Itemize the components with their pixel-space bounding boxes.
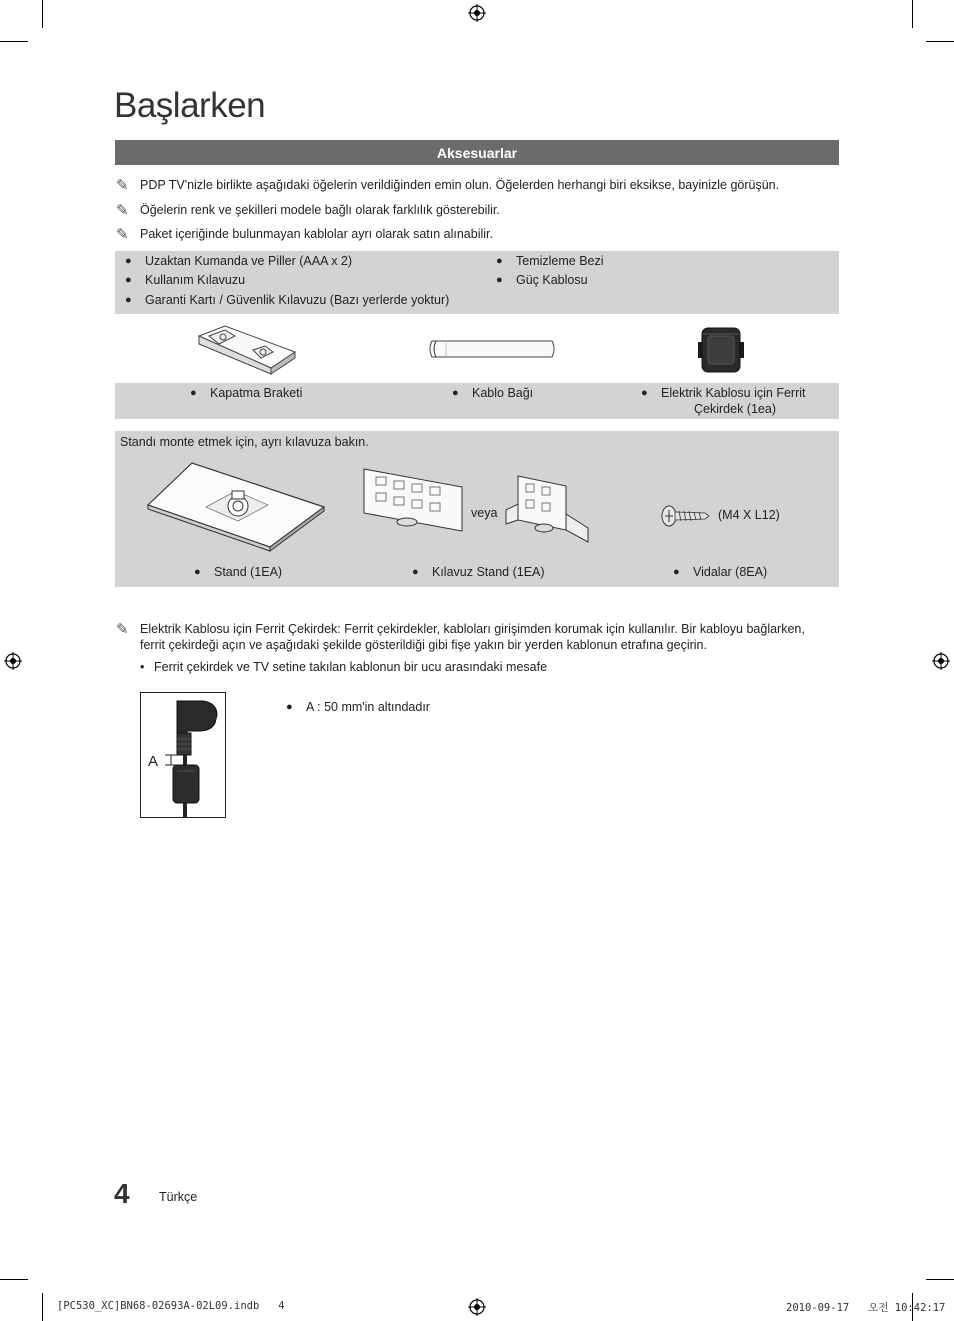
crop-mark — [926, 41, 954, 42]
note — [116, 226, 838, 243]
list-item: ● Vidalar (8EA) — [673, 565, 768, 579]
list-item: ● Kullanım Kılavuzu — [125, 273, 246, 287]
list-item: ● Kablo Bağı — [452, 386, 534, 400]
list-item: ● Kapatma Braketi — [190, 386, 303, 400]
list-item: ● Elektrik Kablosu için Ferrit — [641, 386, 806, 400]
registration-mark-icon — [932, 652, 950, 670]
footer-timestamp: 2010-09-17 오전 10:42:17 — [786, 1302, 946, 1314]
ferrite-core-illustration — [698, 324, 744, 374]
footer-file-info: [PC530_XC]BN68-02693A-02L09.indb 4 — [57, 1300, 285, 1312]
list-item: ● Uzaktan Kumanda ve Piller (AAA x 2) — [125, 254, 353, 268]
crop-mark — [0, 41, 28, 42]
note — [116, 177, 838, 194]
registration-mark-icon — [468, 1298, 486, 1316]
note-pencil-icon: ✎ — [116, 202, 129, 219]
list-item: ● Kılavuz Stand (1EA) — [412, 565, 545, 579]
note-text: PDP TV'nizle birlikte aşağıdaki öğelerin verildiğinden emin olun. Öğelerden herhangi biri eksikse, bayinizle görüşün. — [140, 178, 780, 192]
note — [116, 202, 838, 219]
page-number: 4 — [114, 1178, 130, 1209]
list-item: ● A : 50 mm'in altındadır — [286, 700, 430, 714]
list-item: ● Stand (1EA) — [194, 565, 283, 579]
note-pencil-icon: ✎ — [116, 621, 129, 638]
registration-mark-icon — [4, 652, 22, 670]
screw-spec: (M4 X L12) — [718, 508, 780, 522]
registration-mark-icon — [468, 4, 486, 22]
cable-tie-illustration — [426, 336, 558, 362]
note-pencil-icon: ✎ — [116, 226, 129, 243]
list-item: ● Garanti Kartı / Güvenlik Kılavuzu (Bazı yerlerde yoktur) — [125, 293, 450, 307]
screw-icon — [661, 505, 711, 527]
crop-mark — [42, 0, 43, 28]
figure-label-a: A — [148, 753, 159, 770]
holder-bracket-illustration — [195, 322, 299, 376]
stand-box-intro: Standı monte etmek için, ayrı kılavuza bakın. — [120, 435, 369, 449]
ferrite-note-continuation: ferrit çekirdeği açın ve aşağıdaki şekilde gösterildiği gibi fişe yakın bir yerden kablonun etrafına geçirin. — [140, 638, 707, 652]
note-text: Öğelerin renk ve şekilleri modele bağlı olarak farklılık gösterebilir. — [140, 203, 500, 217]
ferrite-note — [116, 621, 838, 638]
guide-stand-illustration-b — [504, 474, 590, 546]
crop-mark — [912, 0, 913, 28]
note-pencil-icon: ✎ — [116, 177, 129, 194]
ferrite-label-continuation: Çekirdek (1ea) — [694, 402, 776, 416]
stand-illustration — [146, 461, 326, 551]
note-text: Paket içeriğinde bulunmayan kablolar ayrı olarak satın alınabilir. — [140, 227, 493, 241]
sub-bullet: • Ferrit çekirdek ve TV setine takılan kablonun bir ucu arasındaki mesafe — [140, 660, 548, 674]
note-text: Elektrik Kablosu için Ferrit Çekirdek: Ferrit çekirdekler, kabloları girişimden korumak için kullanılır. Bir kabloyu bağlarken, — [140, 622, 805, 636]
section-header: Aksesuarlar — [115, 140, 839, 165]
footer-language: Türkçe — [159, 1190, 198, 1204]
list-item: ● Temizleme Bezi — [496, 254, 604, 268]
page-title: Başlarken — [114, 86, 266, 125]
crop-mark — [42, 1293, 43, 1321]
list-item: ● Güç Kablosu — [496, 273, 588, 287]
guide-stand-illustration-a — [362, 467, 464, 533]
or-text: veya — [471, 506, 498, 520]
crop-mark — [926, 1279, 954, 1280]
crop-mark — [0, 1279, 28, 1280]
